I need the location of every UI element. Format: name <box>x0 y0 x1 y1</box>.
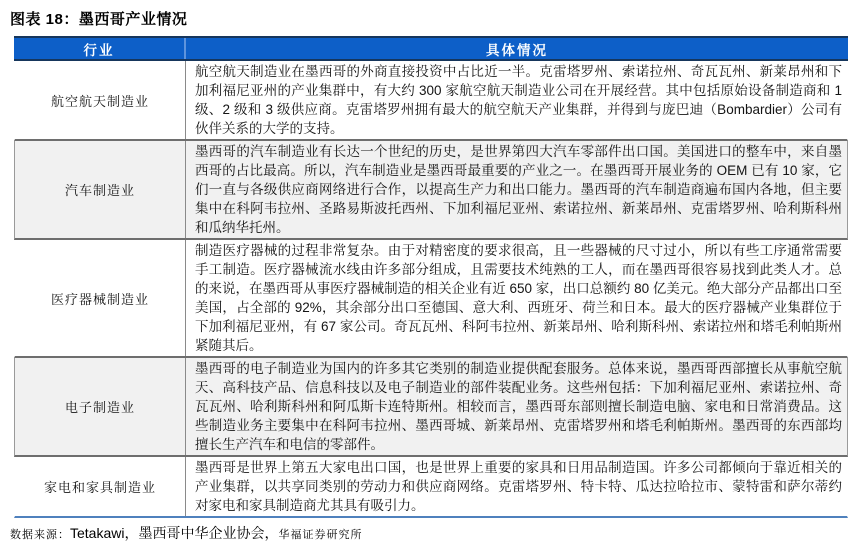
details-cell: 墨西哥的汽车制造业有长达一个世纪的历史，是世界第四大汽车零部件出口国。美国进口的整车中，来自墨西哥的占比最高。所以，汽车制造业是墨西哥最重要的产业之一。在墨西哥开展业务的 OEM 已有 10 家，它们一直与各级供应商网络进行合作，以提高生产力和出口能力。墨西哥的汽车制造商遍布国内各地，但主要集中在科阿韦拉州、圣路易斯波托西州、下加利福尼亚州、索诺拉州、新莱昂州、克雷塔罗州、哈利斯科州和瓜纳华托州。 <box>195 144 842 235</box>
source-label: 数据来源： <box>10 529 70 541</box>
source-names: Tetakawi，墨西哥中华企业协会， <box>70 525 279 541</box>
industry-cell: 汽车制造业 <box>15 141 186 238</box>
details-cell: 制造医疗器械的过程非常复杂。由于对精密度的要求很高，且一些器械的尺寸过小，所以有些工序通常需要手工制造。医疗器械流水线由许多部分组成，且需要技术纯熟的工人，而在墨西哥很容易找到此类人才。总的来说，在墨西哥从事医疗器械制造的相关企业有近 650 家，出口总额约 80 亿美元。绝大部分产品都出口至美国，占全部的 92%，其余部分出口至德国、意大利、西班牙、荷兰和日本。最大的医疗器械产业集群位于下加利福尼亚州，有 67 家公司。奇瓦瓦州、科阿韦拉州、新莱昂州、哈利斯科州、索诺拉州和塔毛利帕斯州紧随其后。 <box>195 243 842 353</box>
industry-table <box>14 36 848 518</box>
figure-title: 图表 18：墨西哥产业情况 <box>10 11 188 28</box>
details-cell: 墨西哥的电子制造业为国内的许多其它类别的制造业提供配套服务。总体来说，墨西哥西部擅长从事航空航天、高科技产品、信息科技以及电子制造业的部件装配业务。这些州包括：下加利福尼亚州、索诺拉州、奇瓦瓦州、哈利斯科州和阿瓜斯卡连特斯州。相较而言，墨西哥东部则擅长制造电脑、家电和日常消费品。这些制造业务主要集中在科阿韦拉州、墨西哥城、新莱昂州、克雷塔罗州和塔毛利帕斯州。墨西哥的东西部均擅长生产汽车和电信的零部件。 <box>195 361 842 452</box>
industry-cell: 电子制造业 <box>15 358 186 455</box>
table-header-row <box>14 38 848 61</box>
details-cell: 航空航天制造业在墨西哥的外商直接投资中占比近一半。克雷塔罗州、索诺拉州、奇瓦瓦州、新莱昂州和下加利福尼亚州的产业集群中，有大约 300 家航空航天制造业公司在开展经营。其中包括原始设备制造商和 1 级、2 级和 3 级供应商。克雷塔罗州拥有最大的航空航天产业集群，并得到与庞巴迪（Bombardier）公司有伙伴关系的大学的支持。 <box>195 64 842 136</box>
source-research-institute: 华福证券研究所 <box>278 529 363 541</box>
table-row-electronics <box>14 358 848 457</box>
table-row-appliances-furniture <box>14 457 848 518</box>
table-row-aerospace <box>14 61 848 141</box>
table-row-medical-devices <box>14 240 848 358</box>
industry-cell: 航空航天制造业 <box>15 61 186 139</box>
column-header-industry: 行业 <box>83 42 115 58</box>
table-row-automotive <box>14 141 848 240</box>
details-cell: 墨西哥是世界上第五大家电出口国，也是世界上重要的家具和日用品制造国。许多公司都倾向于靠近相关的产业集群，以共享同类别的劳动力和供应商网络。克雷塔罗州、特卡特、瓜达拉哈拉市、蒙特雷和萨尔蒂约对家电和家具制造商尤其具有吸引力。 <box>195 460 842 513</box>
column-header-details: 具体情况 <box>486 42 548 58</box>
data-source-line <box>10 523 860 543</box>
industry-cell: 医疗器械制造业 <box>15 240 186 356</box>
industry-cell: 家电和家具制造业 <box>15 457 186 516</box>
